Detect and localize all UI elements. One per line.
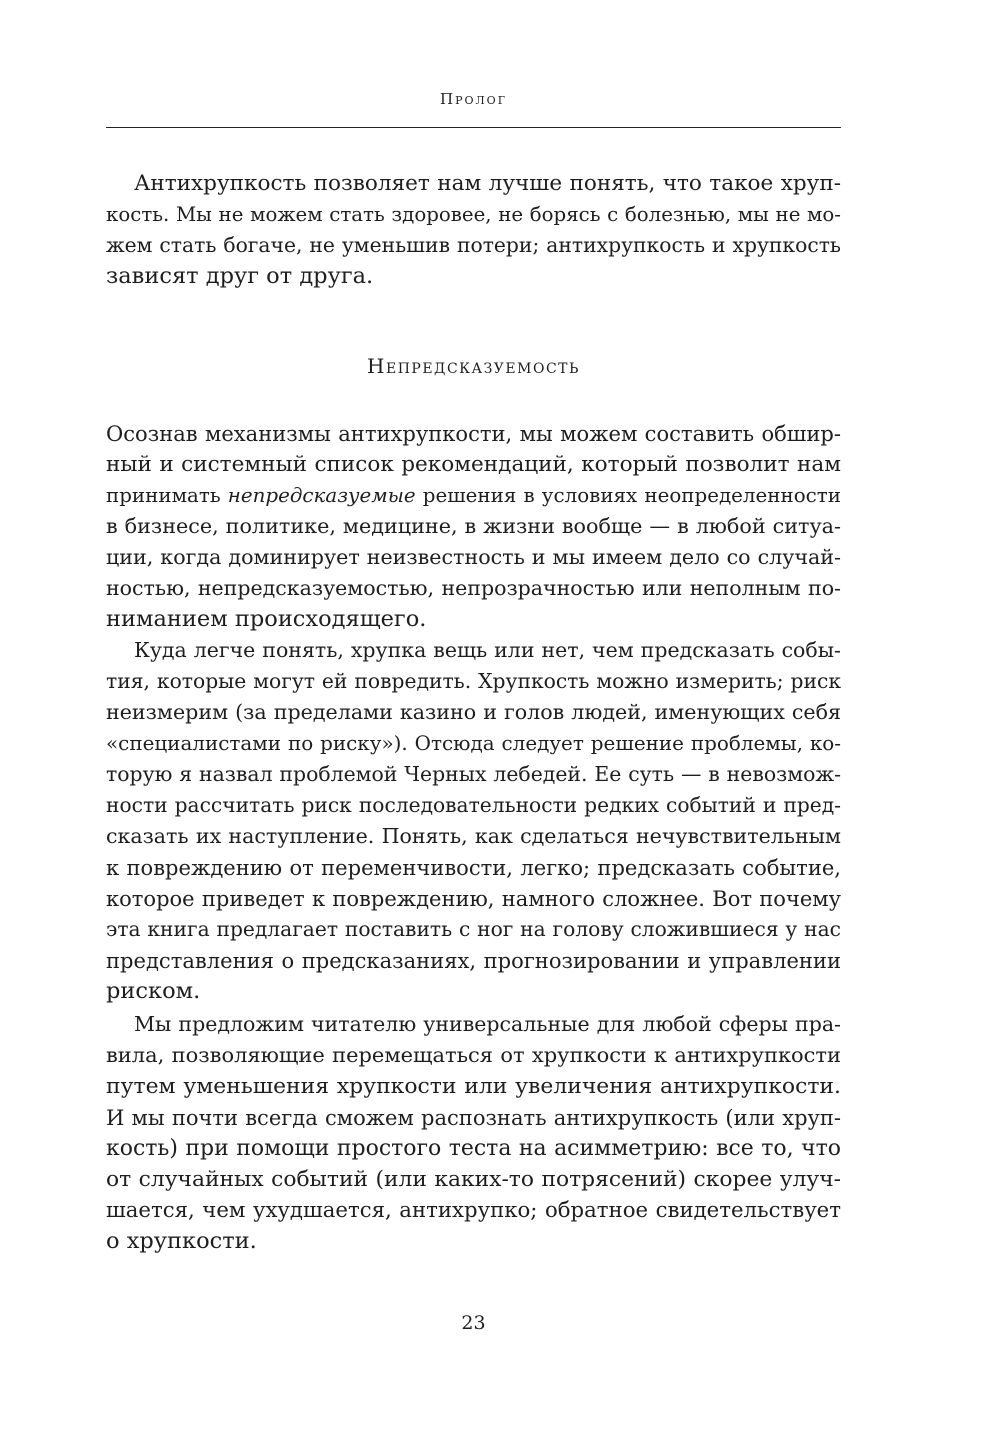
text-line: Мы предложим читателю универсальные для любой сферы пра- (134, 1012, 841, 1036)
text-line: сказать их наступление. Понять, как сделаться нечувствительным (106, 824, 841, 848)
text-line: ный и системный список рекомендаций, который позволит нам (106, 452, 841, 477)
text-line: неизмерим (за пределами казино и голов людей, именующих себя (106, 700, 841, 724)
paragraph-2 (106, 635, 841, 1007)
text-line: ции, когда доминирует неизвестность и мы имеем дело со случай- (106, 545, 841, 569)
text-line: тия, которые могут ей повредить. Хрупкость можно измерить; риск (106, 669, 841, 693)
text-line: в бизнесе, политике, медицине, в жизни вообще — в любой ситуа- (106, 514, 841, 538)
text-line: жем стать богаче, не уменьшив потери; антихрупкость и хрупкость (106, 233, 841, 257)
text-line: шается, чем ухудшается, антихрупко; обратное свидетельствует (106, 1198, 841, 1223)
text-line: о хрупкости. (106, 1228, 257, 1254)
text-line: от случайных событий (или каких-то потрясений) скорее улуч- (106, 1167, 841, 1192)
text-fragment: принимать (106, 484, 228, 507)
text-line: кость. Мы не можем стать здоровее, не борясь с болезнью, мы не мо- (106, 203, 841, 226)
header-rule (106, 127, 841, 128)
page-number: 23 (461, 1312, 486, 1334)
text-line: «специалистами по риску»). Отсюда следует решение проблемы, ко- (106, 732, 841, 755)
text-line: зависят друг от друга. (106, 263, 374, 289)
text-fragment: решения в условиях неопределенности (415, 484, 841, 507)
text-line (106, 480, 841, 511)
text-line: ности рассчитать риск последовательности редких событий и пред- (106, 793, 841, 817)
paragraph-1 (106, 418, 841, 635)
italic-emphasis: непредсказуемые (227, 484, 416, 507)
text-line: Куда легче понять, хрупка вещь или нет, чем предсказать собы- (134, 638, 841, 662)
text-line: ностью, непредсказуемостью, непрозрачностью или неполным по- (106, 576, 841, 600)
text-line: кость) при помощи простого теста на асимметрию: все то, что (106, 1136, 841, 1161)
text-line: к повреждению от переменчивости, легко; предсказать событие, (106, 855, 841, 880)
section-heading: Непредсказуемость (367, 354, 580, 378)
text-line: эта книга предлагает поставить с ног на голову сложившиеся у нас (106, 917, 841, 941)
text-line: торую я назвал проблемой Черных лебедей. Ее суть — в невозмож- (106, 762, 841, 786)
text-line: Антихрупкость позволяет нам лучше понять, что такое хруп- (134, 171, 841, 196)
text-line: представления о предсказаниях, прогнозировании и управлении (106, 948, 841, 973)
text-line: Осознав механизмы антихрупкости, мы можем составить обшир- (106, 421, 841, 446)
text-line: путем уменьшения хрупкости или увеличения антихрупкости. (106, 1074, 841, 1099)
intro-paragraph (106, 168, 841, 292)
running-head: Пролог (440, 90, 507, 108)
text-line: риском. (106, 978, 201, 1004)
text-line: ниманием происходящего. (106, 606, 427, 632)
text-line: которое приведет к повреждению, намного сложнее. Вот почему (106, 886, 841, 911)
text-line: И мы почти всегда сможем распознать антихрупкость (или хруп- (106, 1105, 841, 1130)
text-line: вила, позволяющие перемещаться от хрупкости к антихрупкости (106, 1043, 841, 1067)
paragraph-3 (106, 1009, 841, 1257)
